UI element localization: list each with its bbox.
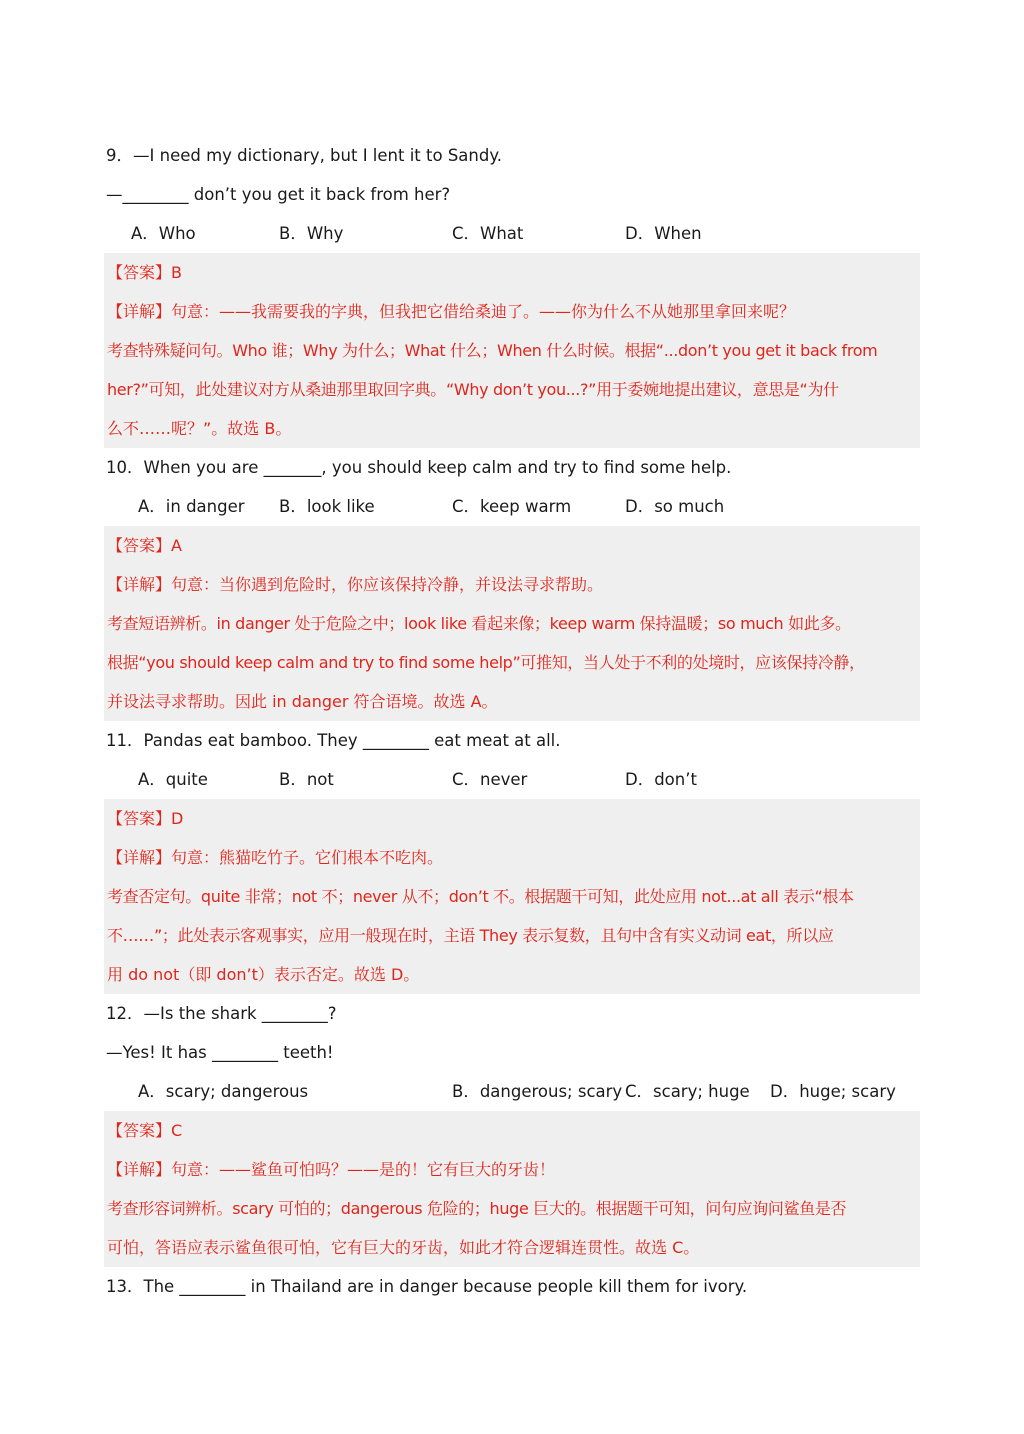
question-11-option-c: C．never bbox=[452, 770, 528, 789]
question-11-answer-box bbox=[104, 799, 920, 994]
question-10-answer-box bbox=[104, 526, 920, 721]
question-10-explanation-3: 根据“you should keep calm and try to find some help”可推知，当人处于不利的处境时，应该保持冷静， bbox=[107, 653, 865, 672]
question-9-explanation-2: 考查特殊疑问句。Who 谁；Why 为什么；What 什么；When 什么时候。根据“...don’t you get it back from bbox=[107, 341, 878, 360]
question-10-explanation-4: 并设法寻求帮助。因此 in danger 符合语境。故选 A。 bbox=[107, 692, 498, 711]
question-12-option-d: D．huge; scary bbox=[770, 1082, 896, 1101]
question-11-explanation-2: 考查否定句。quite 非常；not 不；never 从不；don’t 不。根据题干可知，此处应用 not...at all 表示“根本 bbox=[107, 887, 854, 906]
question-9-option-a: A．Who bbox=[131, 224, 196, 243]
question-12-option-b: B．dangerous; scary bbox=[452, 1082, 623, 1101]
question-11-explanation-3: 不……”；此处表示客观事实，应用一般现在时，主语 They 表示复数，且句中含有实义动词 eat，所以应 bbox=[107, 926, 834, 945]
question-9-answer: 【答案】B bbox=[107, 263, 182, 282]
question-13-stem: 13．The ________ in Thailand are in danger because people kill them for ivory. bbox=[106, 1277, 748, 1296]
question-9-option-c: C．What bbox=[452, 224, 524, 243]
question-12-answer-box bbox=[104, 1111, 920, 1267]
question-11-explanation-4: 用 do not（即 don’t）表示否定。故选 D。 bbox=[107, 965, 420, 984]
question-12-option-a: A．scary; dangerous bbox=[138, 1082, 309, 1101]
question-10-explanation-1: 【详解】句意：当你遇到危险时，你应该保持冷静，并设法寻求帮助。 bbox=[107, 575, 604, 594]
question-10-option-a: A．in danger bbox=[138, 497, 245, 516]
question-12-option-c: C．scary; huge bbox=[625, 1082, 750, 1101]
question-9-explanation-3: her?”可知，此处建议对方从桑迪那里取回字典。“Why don’t you...?”用于委婉地提出建议，意思是“为什 bbox=[107, 380, 839, 399]
question-9-explanation-1: 【详解】句意：——我需要我的字典，但我把它借给桑迪了。——你为什么不从她那里拿回来呢？ bbox=[107, 302, 796, 321]
question-11-option-d: D．don’t bbox=[625, 770, 697, 789]
question-9-explanation-4: 么不……呢？”。故选 B。 bbox=[107, 419, 292, 438]
question-9-stem: 9．—I need my dictionary, but I lent it to Sandy. bbox=[106, 146, 502, 165]
question-11-option-b: B．not bbox=[279, 770, 334, 789]
question-11-explanation-1: 【详解】句意：熊猫吃竹子。它们根本不吃肉。 bbox=[107, 848, 444, 867]
question-12-explanation-1: 【详解】句意：——鲨鱼可怕吗？——是的！它有巨大的牙齿！ bbox=[107, 1160, 556, 1179]
question-9-stem-reply: —________ don’t you get it back from her? bbox=[106, 185, 451, 204]
question-10-option-d: D．so much bbox=[625, 497, 725, 516]
question-10-answer: 【答案】A bbox=[107, 536, 182, 555]
question-10-explanation-2: 考查短语辨析。in danger 处于危险之中；look like 看起来像；keep warm 保持温暖；so much 如此多。 bbox=[107, 614, 851, 633]
question-12-explanation-3: 可怕，答语应表示鲨鱼很可怕，它有巨大的牙齿，如此才符合逻辑连贯性。故选 C。 bbox=[107, 1238, 700, 1257]
question-10-stem: 10．When you are _______, you should keep calm and try to find some help. bbox=[106, 458, 732, 477]
question-11-option-a: A．quite bbox=[138, 770, 208, 789]
question-10-option-c: C．keep warm bbox=[452, 497, 572, 516]
question-12-answer: 【答案】C bbox=[107, 1121, 183, 1140]
question-9-answer-box bbox=[104, 253, 920, 448]
question-12-explanation-2: 考查形容词辨析。scary 可怕的；dangerous 危险的；huge 巨大的。根据题干可知，问句应询问鲨鱼是否 bbox=[107, 1199, 847, 1218]
question-11-answer: 【答案】D bbox=[107, 809, 184, 828]
question-12-stem: 12．—Is the shark ________? bbox=[106, 1004, 337, 1023]
question-10-option-b: B．look like bbox=[279, 497, 375, 516]
question-9-option-b: B．Why bbox=[279, 224, 344, 243]
question-11-stem: 11．Pandas eat bamboo. They ________ eat meat at all. bbox=[106, 731, 561, 750]
question-12-stem-reply: —Yes! It has ________ teeth! bbox=[106, 1043, 334, 1062]
question-9-option-d: D．When bbox=[625, 224, 702, 243]
